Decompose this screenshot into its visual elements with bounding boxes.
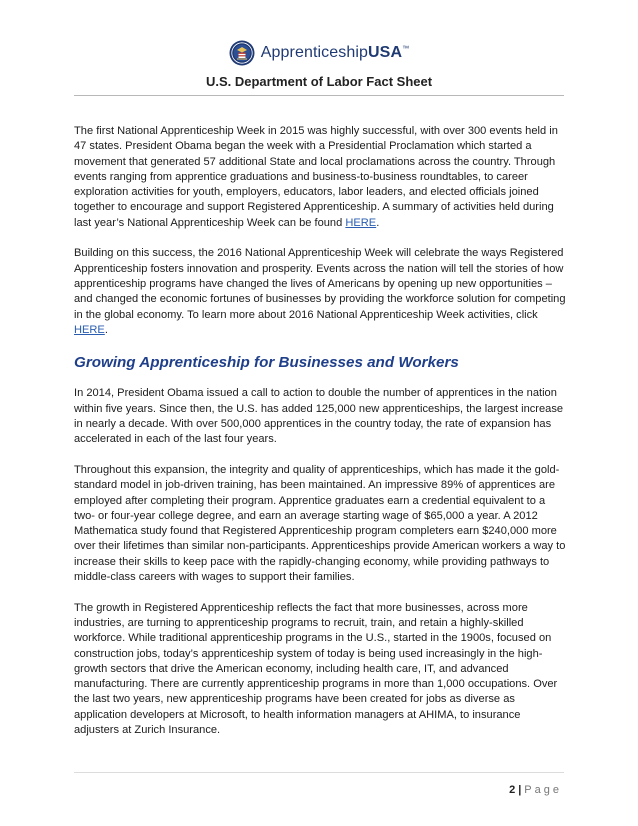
document-title: U.S. Department of Labor Fact Sheet bbox=[205, 74, 433, 89]
paragraph-2016-week bbox=[74, 246, 568, 338]
dol-seal-icon bbox=[229, 40, 255, 66]
footer-separator: | bbox=[518, 784, 522, 796]
logo-prefix: Apprenticeship bbox=[260, 44, 369, 61]
section-heading: Growing Apprenticeship for Businesses and Workers bbox=[74, 354, 459, 372]
page-footer bbox=[509, 784, 562, 796]
paragraph-text: The first National Apprenticeship Week in 2015 was highly successful, with over 300 events held in 47 states. President Obama began the week with a Presidential Proclamation which started a movement that generated 57 additional State and local proclamations across the country. Through events ranging from apprentice graduations and business-to-business roundtables, to career exploration activities for youth, employers, educators, labor leaders, and elected officials joined together to encourage and support Registered Apprenticeship. A summary of activities held during last year’s National Apprenticeship Week can be found bbox=[74, 125, 558, 229]
paragraph-expansion-quality: Throughout this expansion, the integrity and quality of apprenticeships, which has made it the gold-standard model in job-driven training, has been maintained. An impressive 89% of apprentices are employed after completing their program. Apprentice graduates earn a credential equivalent to a two- or four-year college degree, and earn an average starting wage of $65,000 a year. A 2012 Mathematica study found that Registered Apprenticeship program completers earn $240,000 more over their lifetimes than similar non-participants. Apprenticeships provide American workers a way to increase their skills to keep pace with the rapidly-changing economy, while providing pathways to middle-class careers with wages to support their families. bbox=[74, 463, 566, 584]
document-body bbox=[74, 124, 568, 754]
paragraph-call-to-action: In 2014, President Obama issued a call to action to double the number of apprentices in the nation within five years. Since then, the U.S. has added 125,000 new apprenticeships, the largest increase in nearly a decade. With over 500,000 apprentices in the country today, the rate of expansion has accelerated in each of the last four years. bbox=[74, 387, 564, 446]
logo-wordmark bbox=[261, 44, 409, 62]
paragraph-text: Building on this success, the 2016 National Apprenticeship Week will celebrate the ways Registered Apprenticeship fosters innovation and prosperity. Events across the nation will tell the stories of how apprenticeship programs have changed the lives of Americans by opening up new opportunities – and changed the economic fortunes of businesses by providing the workforce solution for competing in the global economy. To learn more about 2016 National Apprenticeship Week activities, click bbox=[74, 247, 566, 321]
apprenticeship-usa-logo bbox=[0, 40, 638, 66]
page-number: 2 bbox=[509, 784, 516, 796]
paragraph-end: . bbox=[104, 323, 108, 336]
paragraph-end: . bbox=[376, 216, 380, 229]
learn-more-here-link[interactable]: HERE bbox=[74, 323, 105, 336]
paragraph-2015-week bbox=[74, 124, 568, 231]
header-divider bbox=[74, 95, 564, 96]
footer-divider bbox=[74, 772, 564, 773]
paragraph-industry-growth: The growth in Registered Apprenticeship reflects the fact that more businesses, across more industries, are turning to apprenticeship programs to recruit, train, and retain a highly-skilled workforce. While traditional apprenticeship programs in the U.S., started in the 1900s, focused on construction jobs, today’s apprenticeship system of today is being used increasingly in the high-growth sectors that drive the American economy, including health care, IT, and advanced manufacturing. There are currently apprenticeship programs in more than 1,000 occupations. Over the last two years, new apprenticeship programs have been created for jobs as diverse as application developers at Microsoft, to health information managers at AHIMA, to insurance adjusters at Zurich Insurance. bbox=[74, 601, 558, 736]
logo-trademark: ™ bbox=[402, 45, 410, 53]
logo-suffix: USA bbox=[368, 44, 403, 61]
page-label: Page bbox=[524, 784, 562, 796]
summary-here-link[interactable]: HERE bbox=[345, 216, 377, 229]
